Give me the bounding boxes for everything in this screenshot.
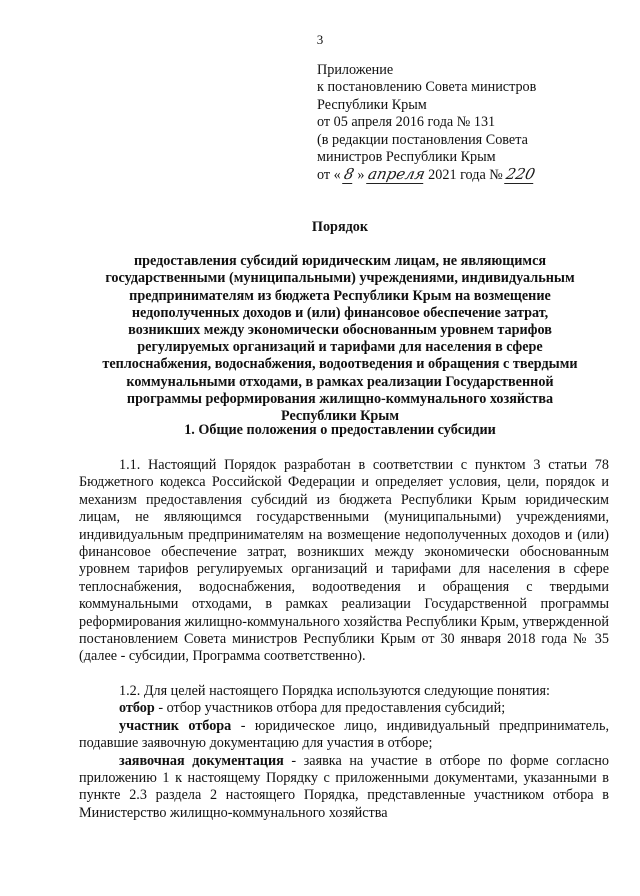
definition-item xyxy=(79,700,609,717)
definition-text: - юридическое лицо, индивидуальный предприниматель, подавшие заявочную документацию для участия в отборе; xyxy=(79,717,609,752)
title-line: государственными (муниципальными) учреждениями, индивидуальным xyxy=(105,270,575,287)
appendix-line: министров Республики Крым xyxy=(317,149,496,166)
date-quote: » xyxy=(357,167,365,184)
document-body xyxy=(79,457,609,822)
appendix-date-line xyxy=(317,166,536,184)
title-line: предоставления субсидий юридическим лицам, не являющимся xyxy=(133,253,547,270)
title-line: теплоснабжения, водоснабжения, водоотведения и обращения с твердыми xyxy=(102,356,578,373)
title-line: регулируемых организаций и тарифами для населения в сфере xyxy=(137,339,543,356)
appendix-line: к постановлению Совета министров xyxy=(317,79,537,96)
handwritten-number: 220 xyxy=(504,165,538,184)
paragraph-1-2: 1.2. Для целей настоящего Порядка используются следующие понятия: xyxy=(119,682,550,699)
date-year: 2021 года № xyxy=(428,167,503,184)
document-title xyxy=(60,219,620,425)
section-heading: 1. Общие положения о предоставлении субсидии xyxy=(184,422,496,438)
definition-text: - заявка на участие в отборе по форме согласно приложению 1 к настоящему Порядку с приложенными документами, указанными в пункте 2.3 раздела 2 настоящего Порядка, представленные участником отбора в Министерство жилищно-коммунального хозяйства xyxy=(79,752,609,821)
definition-term: отбор xyxy=(119,700,155,717)
title-line: предпринимателям из бюджета Республики Крым на возмещение xyxy=(129,287,551,304)
title-line: программы реформирования жилищно-коммунального хозяйства xyxy=(126,390,554,407)
handwritten-day: 8 xyxy=(342,165,357,184)
definition-term: заявочная документация xyxy=(119,752,284,769)
appendix-line: от 05 апреля 2016 года № 131 xyxy=(317,114,496,131)
definition-item xyxy=(79,753,609,823)
definition-term: участник отбора xyxy=(119,717,232,734)
appendix-line: Приложение xyxy=(317,62,394,78)
paragraph-1-1: 1.1. Настоящий Порядок разработан в соответствии с пунктом 3 статьи 78 Бюджетного кодекса Российской Федерации и определяет условия, цели, порядок и механизм предоставления субсидий из бюджета Республики Крым юридическим лицам, не являющимся государственными (муниципальными) учреждениями, индивидуальным предпринимателям на возмещение недополученных доходов и (или) финансовое обеспечение затрат, возникших между экономически обоснованным уровнем тарифов регулируемых организаций и тарифами для населения в сфере теплоснабжения, водоснабжения, водоотведения и обращения с твердыми коммунальными отходами, в рамках реализации Государственной программы реформирования жилищно-коммунального хозяйства Республики Крым, утвержденной постановлением Совета министров Республики Крым от 30 января 2018 года № 35 (далее - субсидии, Программа соответственно). xyxy=(79,457,609,665)
definition-text: - отбор участников отбора для предоставления субсидий; xyxy=(154,700,506,717)
appendix-header xyxy=(317,62,536,185)
title-line: Республики Крым xyxy=(280,408,400,425)
title-line: коммунальными отходами, в рамках реализации Государственной xyxy=(126,373,554,390)
title-line: недополученных доходов и (или) финансовое обеспечение затрат, xyxy=(131,304,549,321)
date-prefix: от « xyxy=(317,167,341,184)
title-line: возникших между экономически обоснованным уровнем тарифов xyxy=(128,322,552,339)
appendix-line: (в редакции постановления Совета xyxy=(317,131,528,148)
handwritten-month: апреля xyxy=(366,165,427,184)
page-number: 3 xyxy=(316,32,324,47)
title-line: Порядок xyxy=(311,219,369,235)
appendix-line: Республики Крым xyxy=(317,96,427,113)
definition-item xyxy=(79,718,609,753)
